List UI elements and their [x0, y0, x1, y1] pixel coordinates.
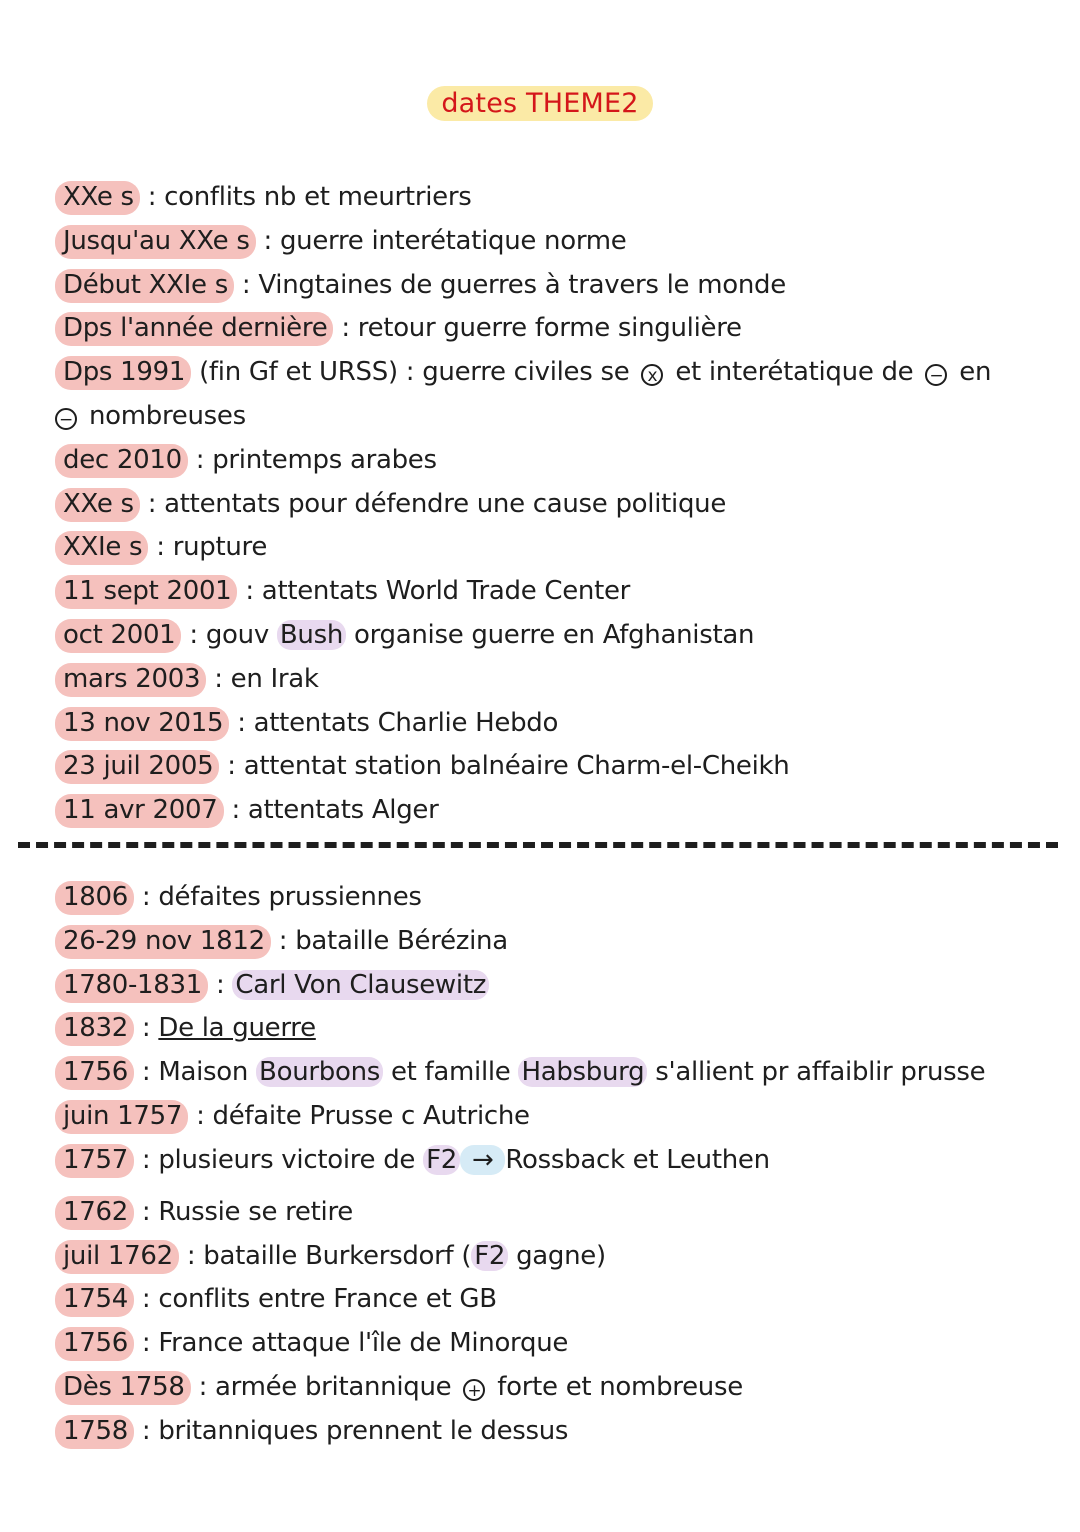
date-label: juin 1757	[55, 1100, 188, 1134]
highlighted-name: F2	[423, 1145, 460, 1175]
multiply-circle-icon: x	[641, 364, 663, 386]
dashed-divider	[18, 842, 1058, 848]
minus-circle-icon: −	[925, 364, 947, 386]
list-item: 1806 : défaites prussiennes	[55, 876, 1055, 920]
date-label: juil 1762	[55, 1240, 179, 1274]
list-item: 1758 : britanniques prennent le dessus	[55, 1410, 1055, 1454]
plus-circle-icon: +	[463, 1379, 485, 1401]
highlighted-name: Habsburg	[518, 1057, 647, 1087]
list-item: 13 nov 2015 : attentats Charlie Hebdo	[55, 702, 1055, 746]
list-item: 11 sept 2001 : attentats World Trade Center	[55, 570, 1055, 614]
list-item: 26-29 nov 1812 : bataille Bérézina	[55, 920, 1055, 964]
list-item: 1756 : France attaque l'île de Minorque	[55, 1322, 1055, 1366]
minus-circle-icon: −	[55, 408, 77, 430]
list-item: 11 avr 2007 : attentats Alger	[55, 789, 1055, 833]
date-label: XXe s	[55, 181, 140, 215]
date-label: oct 2001	[55, 619, 181, 653]
arrow-right-icon: →	[460, 1145, 505, 1175]
date-label: 1806	[55, 881, 134, 915]
date-label: 13 nov 2015	[55, 707, 229, 741]
date-label: 26-29 nov 1812	[55, 925, 271, 959]
list-item: Jusqu'au XXe s : guerre interétatique norme	[55, 220, 1055, 264]
list-item: XXIe s : rupture	[55, 526, 1055, 570]
list-item: 1757 : plusieurs victoire de F2 → Rossback et Leuthen	[55, 1139, 1055, 1191]
date-label: 1757	[55, 1144, 134, 1178]
date-label: XXIe s	[55, 531, 148, 565]
date-label: 1762	[55, 1196, 134, 1230]
list-item: 1754 : conflits entre France et GB	[55, 1278, 1055, 1322]
list-item: Dps l'année dernière : retour guerre forme singulière	[55, 307, 1055, 351]
list-item: 1756 : Maison Bourbons et famille Habsburg s'allient pr affaiblir prusse	[55, 1051, 1055, 1095]
list-item: juil 1762 : bataille Burkersdorf ( F2 gagne)	[55, 1235, 1055, 1279]
page-title: dates THEME2	[427, 86, 652, 121]
highlighted-name: Carl Von Clausewitz	[232, 970, 489, 1000]
date-label: Dps l'année dernière	[55, 312, 333, 346]
list-item: Dps 1991 (fin Gf et URSS) : guerre civiles se x et interétatique de − en − nombreuses	[55, 351, 1015, 439]
highlighted-name: F2	[471, 1241, 508, 1271]
date-label: Jusqu'au XXe s	[55, 225, 256, 259]
list-item: XXe s : conflits nb et meurtriers	[55, 176, 1055, 220]
date-label: Début XXIe s	[55, 269, 234, 303]
date-label: Dès 1758	[55, 1371, 191, 1405]
date-label: 23 juil 2005	[55, 750, 219, 784]
date-label: 1756	[55, 1056, 134, 1090]
date-label: XXe s	[55, 488, 140, 522]
list-item: XXe s : attentats pour défendre une cause politique	[55, 483, 1055, 527]
date-label: 11 avr 2007	[55, 794, 224, 828]
date-label: mars 2003	[55, 663, 206, 697]
list-item: Dès 1758 : armée britannique + forte et nombreuse	[55, 1366, 1055, 1410]
date-label: 1754	[55, 1283, 134, 1317]
date-label: 1780-1831	[55, 969, 208, 1003]
book-title: De la guerre	[158, 1013, 316, 1044]
date-label: 11 sept 2001	[55, 575, 237, 609]
list-item: mars 2003 : en Irak	[55, 658, 1055, 702]
section-contemporary	[55, 176, 1055, 833]
date-label: Dps 1991	[55, 356, 191, 390]
date-label: 1832	[55, 1012, 134, 1046]
list-item: juin 1757 : défaite Prusse c Autriche	[55, 1095, 1055, 1139]
list-item: 1780-1831 : Carl Von Clausewitz	[55, 964, 1055, 1008]
section-historical	[55, 876, 1055, 1454]
highlighted-name: Bush	[277, 620, 346, 650]
list-item: 23 juil 2005 : attentat station balnéaire Charm-el-Cheikh	[55, 745, 1055, 789]
list-item: Début XXIe s : Vingtaines de guerres à travers le monde	[55, 264, 1055, 308]
list-item: oct 2001 : gouv Bush organise guerre en Afghanistan	[55, 614, 1055, 658]
date-label: 1756	[55, 1327, 134, 1361]
list-item: 1832 : De la guerre	[55, 1007, 1055, 1051]
list-item: dec 2010 : printemps arabes	[55, 439, 1055, 483]
highlighted-name: Bourbons	[256, 1057, 383, 1087]
date-label: dec 2010	[55, 444, 188, 478]
date-label: 1758	[55, 1415, 134, 1449]
list-item: 1762 : Russie se retire	[55, 1191, 1055, 1235]
